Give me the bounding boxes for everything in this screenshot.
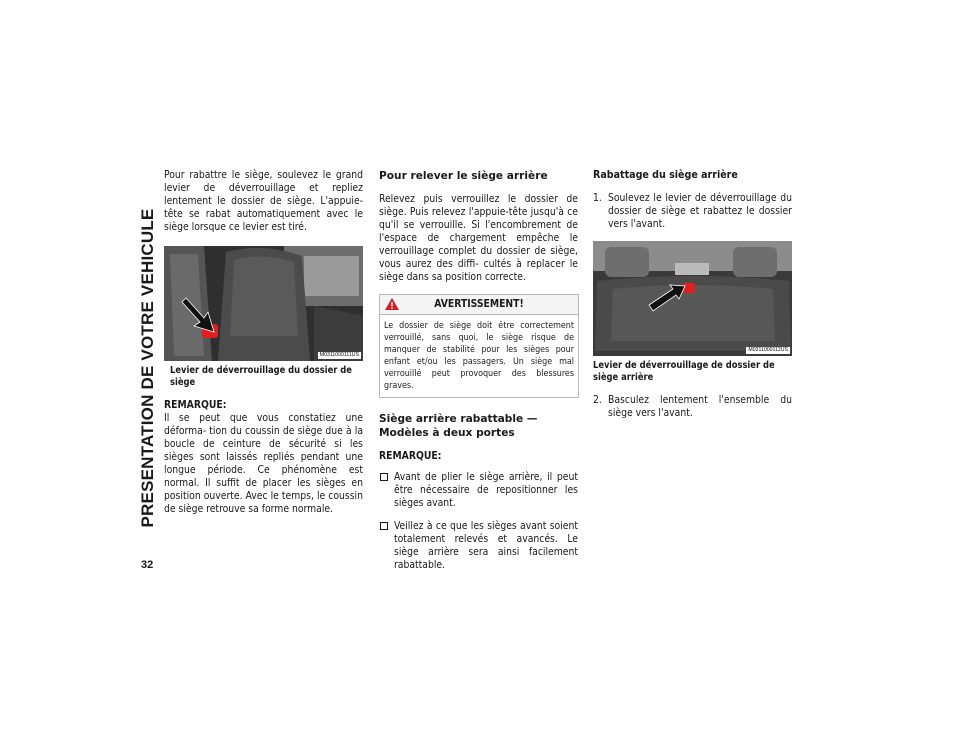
section-tab-label: PRESENTATION DE VOTRE VEHICULE: [138, 208, 157, 528]
list-item: 1. Soulevez le levier de déverrouillage du dossier de siège et rabattez le dossier vers l'avant.: [593, 192, 792, 230]
steps-list-2: [593, 394, 792, 420]
note-paragraph: Il se peut que vous constatiez une déforma- tion du coussin de siège due à la boucle de ceinture de sécurité si les sièges sont laissés repliés pendant une longue période. Ce phénomène est normal. Il suffit de placer les sièges en position ouverte. Avec le temps, le coussin de siège retrouve sa forme normale.: [164, 412, 363, 515]
column-2: [379, 169, 578, 572]
section-heading: Pour relever le siège arrière: [379, 170, 548, 182]
rear-seat-illustration: [593, 241, 792, 356]
figure-code: M0311000111US: [319, 352, 359, 358]
list-item: Avant de plier le siège arrière, il peut être nécessaire de repositionner les sièges avant.: [379, 471, 578, 510]
list-item: 2. Basculez lentement l'ensemble du siège vers l'avant.: [593, 394, 792, 419]
intro-paragraph: Pour rabattre le siège, soulevez le grand levier de déverrouillage et repliez lentement le dossier de siège. L'appuie-tête se rabat automatiquement avec le siège lorsque ce levier est tiré.: [164, 169, 363, 233]
warning-text: Le dossier de siège doit être correctement verrouillé, sans quoi, le siège risque de manquer de stabilité pour les sièges pour enfant et/ou les passagers. Un siège mal verrouillé peut provoquer des blessures graves.: [384, 321, 574, 391]
raise-seat-paragraph: Relevez puis verrouillez le dossier de siège. Puis relevez l'appuie-tête jusqu'à ce qu'il se verrouille. Si l'encombrement de l'espace de chargement empêche le verrouillage complet du dossier de siège, vous aurez des diffi- cultés à replacer le siège dans sa position correcte.: [379, 193, 578, 283]
note-bullets: [379, 471, 578, 572]
figure-caption: Levier de déverrouillage du dossier de siège: [170, 365, 352, 388]
section-tab: [137, 168, 159, 568]
note-label: REMARQUE:: [164, 399, 227, 411]
figure-caption-3: Levier de déverrouillage de dossier de siège arrière: [593, 360, 775, 383]
square-bullet-icon: [380, 473, 388, 481]
warning-header: [380, 295, 578, 315]
warning-box: [379, 294, 579, 398]
section-heading-3: Rabattage du siège arrière: [593, 169, 738, 181]
steps-list: [593, 192, 792, 231]
square-bullet-icon: [380, 522, 388, 530]
seat-lever-photo: [164, 246, 363, 361]
warning-title: AVERTISSEMENT!: [434, 298, 524, 310]
list-item: Veillez à ce que les sièges avant soient totalement relevés et avancés. Le siège arrière sera ainsi facilement rabattable.: [379, 520, 578, 572]
column-1: [164, 169, 363, 516]
column-3: [593, 169, 792, 420]
seat-lever-illustration: [164, 246, 363, 361]
figure-code: M0311000112US: [748, 347, 788, 353]
section-heading-2: Siège arrière rabattable — Modèles à deux portes: [379, 413, 538, 439]
rear-seat-photo: [593, 241, 792, 356]
page-number: 32: [141, 559, 154, 571]
note-label-2: REMARQUE:: [379, 450, 442, 462]
